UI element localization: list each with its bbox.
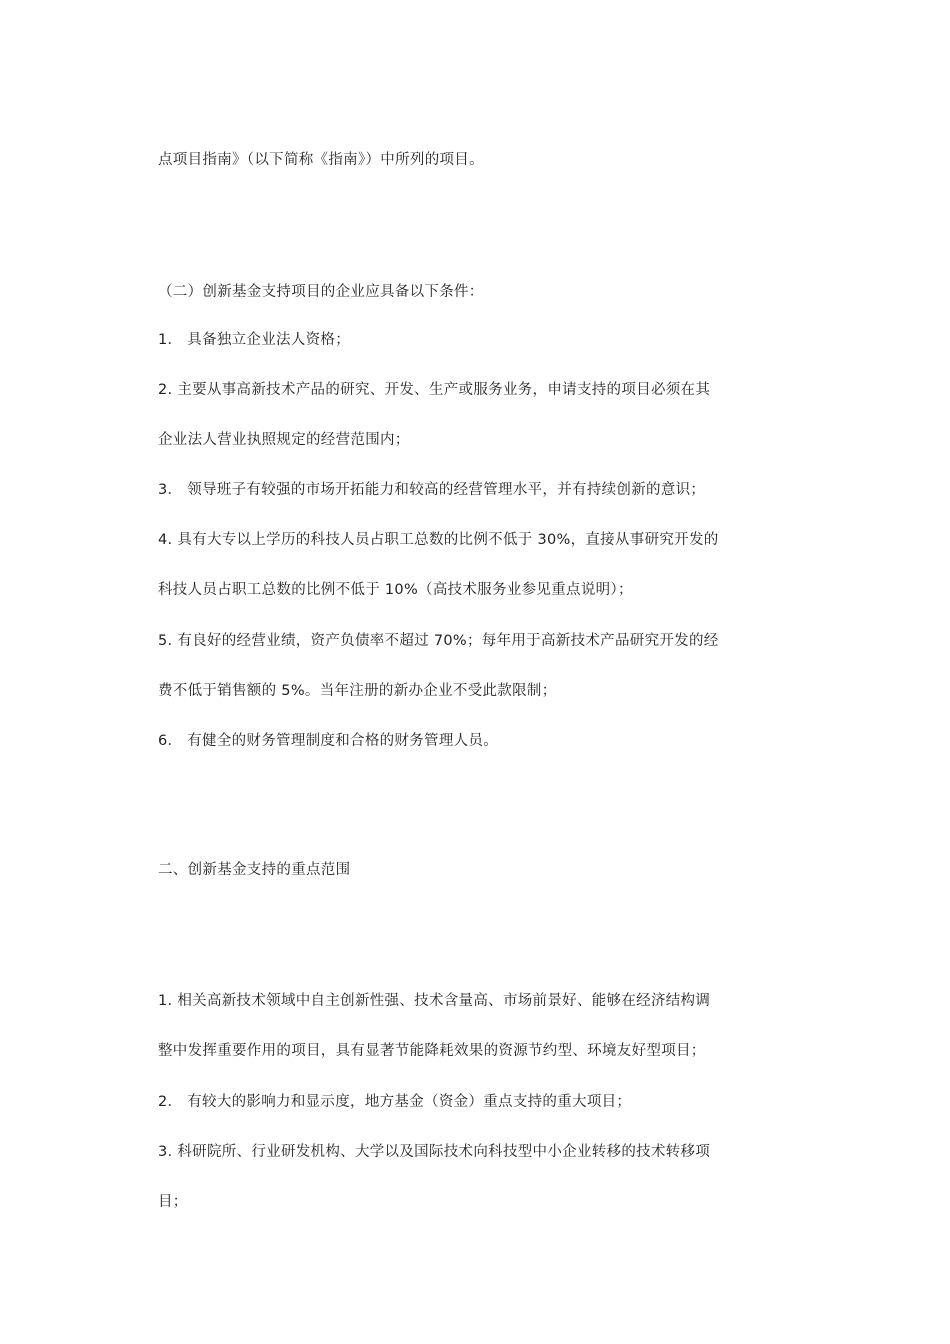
condition-line: 5. 有良好的经营业绩，资产负债率不超过 70%；每年用于高新技术产品研究开发的经 (158, 633, 719, 649)
scope-line: 整中发挥重要作用的项目，具有显著节能降耗效果的资源节约型、环境友好型项目； (158, 1043, 706, 1059)
condition-line: 2. 主要从事高新技术产品的研究、开发、生产或服务业务，申请支持的项目必须在其 (158, 382, 711, 398)
scope-line: 1. 相关高新技术领域中自主创新性强、技术含量高、市场前景好、能够在经济结构调 (158, 993, 711, 1009)
condition-line: 科技人员占职工总数的比例不低于 10%（高技术服务业参见重点说明）； (158, 582, 633, 598)
condition-line: 4. 具有大专以上学历的科技人员占职工总数的比例不低于 30%，直接从事研究开发的 (158, 532, 719, 548)
condition-line: 6． 有健全的财务管理制度和合格的财务管理人员。 (158, 733, 499, 749)
scope-heading: 二、创新基金支持的重点范围 (158, 862, 351, 878)
condition-line: 费不低于销售额的 5%。当年注册的新办企业不受此款限制； (158, 683, 557, 699)
condition-line: 3． 领导班子有较强的市场开拓能力和较高的经营管理水平，并有持续创新的意识； (158, 482, 706, 498)
scope-line: 2． 有较大的影响力和显示度，地方基金（资金）重点支持的重大项目； (158, 1094, 632, 1110)
condition-line: 企业法人营业执照规定的经营范围内； (158, 432, 410, 448)
conditions-heading: （二）创新基金支持项目的企业应具备以下条件： (158, 284, 484, 300)
intro-fragment: 点项目指南》（以下简称《指南》）中所列的项目。 (158, 152, 484, 168)
scope-line: 3. 科研院所、行业研发机构、大学以及国际技术向科技型中小企业转移的技术转移项 (158, 1144, 711, 1160)
scope-line: 目； (158, 1194, 188, 1210)
condition-line: 1． 具备独立企业法人资格； (158, 332, 351, 348)
